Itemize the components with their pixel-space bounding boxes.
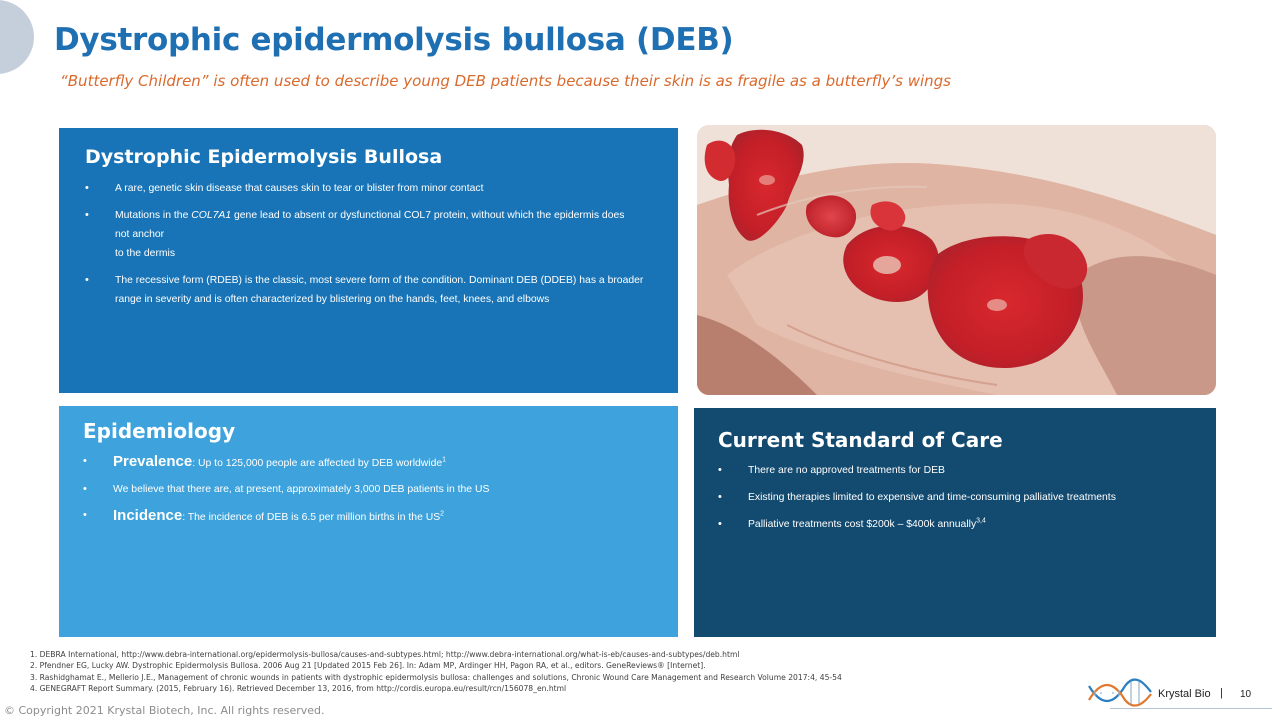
reference-superscript: 2 <box>440 510 445 518</box>
list-item <box>85 179 655 198</box>
copyright-notice: © Copyright 2021 Krystal Biotech, Inc. All rights reserved. <box>4 704 325 717</box>
standard-of-care-bullet-list <box>718 461 1198 542</box>
list-item <box>83 506 643 527</box>
epidemiology-bullet-list <box>83 452 643 534</box>
bullet-text: Existing therapies limited to expensive and time-consuming palliative treatments <box>748 492 1116 503</box>
incidence-text: : The incidence of DEB is 6.5 per million births in the US <box>182 512 441 523</box>
bullet-icon: • <box>718 491 722 503</box>
reference-superscript: 3,4 <box>976 517 986 525</box>
bullet-text-line2: not anchor <box>115 229 165 240</box>
bullet-text: The recessive form (RDEB) is the classic, most severe form of the condition. Dominant DEB (DDEB) has a broader range in severity and is often characterized by blistering on the hands, feet, knees, and elbows <box>115 275 644 305</box>
list-item <box>718 488 1198 507</box>
bullet-icon: • <box>83 483 87 495</box>
prevalence-term: Prevalence <box>113 453 193 470</box>
reference-item: 4. GENEGRAFT Report Summary. (2015, February 16). Retrieved December 13, 2016, from http://cordis.europa.eu/result/rcn/156078_en.html <box>30 684 567 694</box>
dna-helix-logo-icon <box>1087 676 1153 710</box>
epidemiology-box <box>59 406 678 637</box>
bullet-icon: • <box>85 209 89 221</box>
gene-name: COL7A1 <box>191 210 232 221</box>
bullet-text: A rare, genetic skin disease that causes skin to tear or blister from minor contact <box>115 183 484 194</box>
bullet-icon: • <box>85 274 89 286</box>
bullet-text: Palliative treatments cost $200k – $400k annually <box>748 519 977 530</box>
list-item <box>85 206 655 263</box>
bullet-icon: • <box>83 455 87 467</box>
definition-box <box>59 128 678 393</box>
reference-item: 1. DEBRA International, http://www.debra-international.org/epidermolysis-bullosa/causes-and-subtypes.html; http://www.debra-international.org/what-is-eb/causes-and-subtypes/deb.html <box>30 650 740 659</box>
bullet-icon: • <box>718 518 722 530</box>
reference-superscript: 1 <box>442 456 447 464</box>
incidence-term: Incidence <box>113 507 183 524</box>
list-item <box>85 271 655 309</box>
prevalence-text: : Up to 125,000 people are affected by DEB worldwide <box>192 458 443 469</box>
definition-bullet-list <box>85 179 655 317</box>
page-subtitle: “Butterfly Children” is often used to describe young DEB patients because their skin is as fragile as a butterfly’s wings <box>60 72 951 90</box>
list-item <box>83 452 643 473</box>
epidemiology-heading: Epidemiology <box>83 419 236 443</box>
page-number: 10 <box>1240 689 1252 700</box>
page-title: Dystrophic epidermolysis bullosa (DEB) <box>54 22 734 58</box>
blister-photo <box>697 125 1216 395</box>
bullet-text-post: gene lead to absent or dysfunctional COL7 protein, without which the epidermis does <box>231 210 625 221</box>
footer-separator: | <box>1220 687 1223 699</box>
list-item <box>718 515 1198 534</box>
bullet-icon: • <box>85 182 89 194</box>
standard-of-care-box <box>694 408 1216 637</box>
bullet-icon: • <box>83 509 87 521</box>
blister-photo-illustration <box>697 125 1216 395</box>
company-name: Krystal Bio <box>1158 688 1211 700</box>
bullet-text: There are no approved treatments for DEB <box>748 465 945 476</box>
standard-of-care-heading: Current Standard of Care <box>718 428 1003 452</box>
reference-item: 3. Rashidghamat E., Mellerio J.E., Management of chronic wounds in patients with dystrophic epidermolysis bullosa: challenges and solutions, Chronic Wound Care Management and Research Volume 2017:4, 45-54 <box>30 672 842 682</box>
corner-decoration <box>0 0 34 74</box>
bullet-text-line3: to the dermis <box>115 248 176 259</box>
references-list <box>30 649 1040 695</box>
reference-item: 2. Pfendner EG, Lucky AW. Dystrophic Epidermolysis Bullosa. 2006 Aug 21 [Updated 2015 Feb 26]. In: Adam MP, Ardinger HH, Pagon RA, et al., editors. GeneReviews® [Internet]. <box>30 661 706 671</box>
bullet-icon: • <box>718 464 722 476</box>
bullet-text-pre: Mutations in the <box>115 210 192 221</box>
footer-divider <box>1110 708 1272 709</box>
list-item <box>718 461 1198 480</box>
definition-heading: Dystrophic Epidermolysis Bullosa <box>85 146 443 168</box>
bullet-text: We believe that there are, at present, approximately 3,000 DEB patients in the US <box>113 484 490 495</box>
list-item <box>83 480 643 499</box>
